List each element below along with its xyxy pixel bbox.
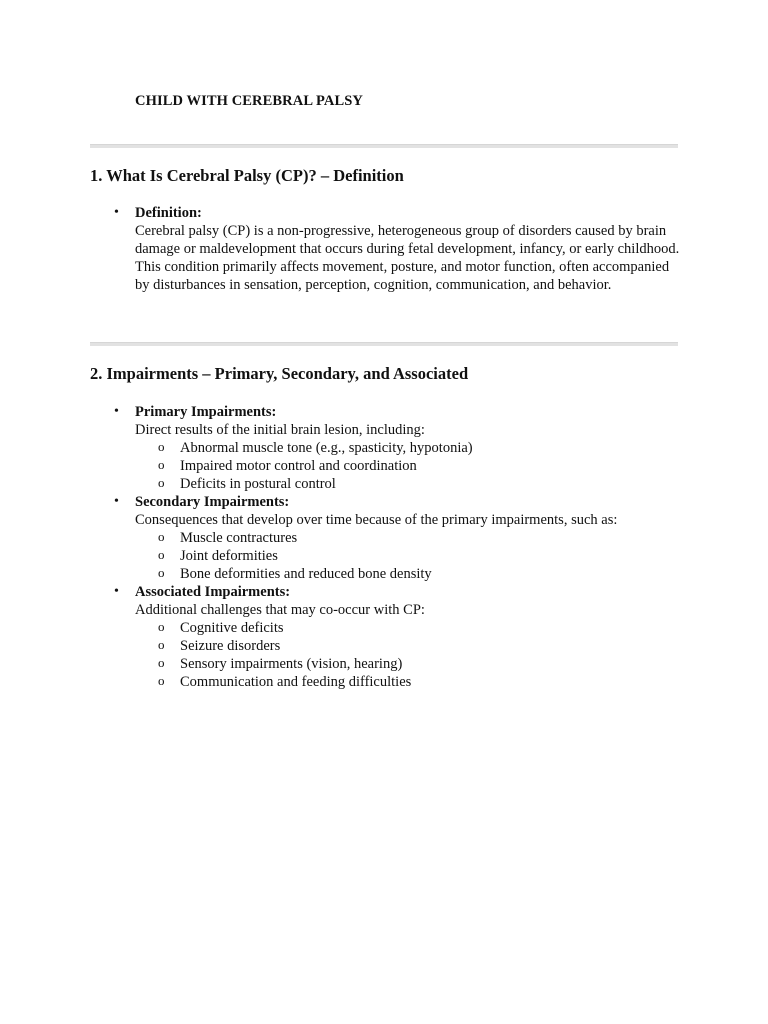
associated-impairments-label: • Associated Impairments: (135, 584, 291, 600)
associated-impairments-intro: Additional challenges that may co-occur with CP: (135, 602, 425, 618)
section-divider (90, 342, 678, 346)
associated-impairments-list (135, 619, 683, 691)
primary-impairments-bullet (135, 403, 683, 439)
associated-impairments-bullet (135, 583, 683, 619)
section-divider (90, 144, 678, 148)
secondary-impairments-bullet (135, 493, 683, 529)
list-item: o Joint deformities (135, 547, 683, 565)
list-item: o Muscle contractures (135, 529, 683, 547)
secondary-impairments-list (135, 529, 683, 583)
definition-block (135, 204, 683, 294)
list-item: o Deficits in postural control (135, 475, 683, 493)
primary-impairments-list (135, 439, 683, 493)
secondary-impairments-intro: Consequences that develop over time because of the primary impairments, such as: (135, 512, 618, 528)
primary-impairments-intro: Direct results of the initial brain lesion, including: (135, 422, 425, 438)
impairments-block (135, 403, 683, 691)
list-item: o Cognitive deficits (135, 619, 683, 637)
list-item: o Seizure disorders (135, 637, 683, 655)
list-item: o Sensory impairments (vision, hearing) (135, 655, 683, 673)
section-heading-impairments: 2. Impairments – Primary, Secondary, and Associated (90, 364, 469, 383)
list-item: o Abnormal muscle tone (e.g., spasticity, hypotonia) (135, 439, 683, 457)
list-item: o Impaired motor control and coordination (135, 457, 683, 475)
list-item: o Communication and feeding difficulties (135, 673, 683, 691)
document-title: CHILD WITH CEREBRAL PALSY (135, 93, 363, 109)
definition-text: Cerebral palsy (CP) is a non-progressive, heterogeneous group of disorders caused by brain damage or maldevelopment that occurs during fetal development, infancy, or early childhood. This condition primarily affects movement, posture, and motor function, often accompanied by disturbances in sensation, perception, cognition, communication, and behavior. (135, 223, 680, 293)
primary-impairments-label: • Primary Impairments: (135, 404, 277, 420)
section-heading-definition: 1. What Is Cerebral Palsy (CP)? – Definition (90, 166, 404, 185)
definition-bullet (135, 204, 683, 294)
definition-label: • Definition: (135, 205, 202, 221)
secondary-impairments-label: • Secondary Impairments: (135, 494, 290, 510)
list-item: o Bone deformities and reduced bone density (135, 565, 683, 583)
